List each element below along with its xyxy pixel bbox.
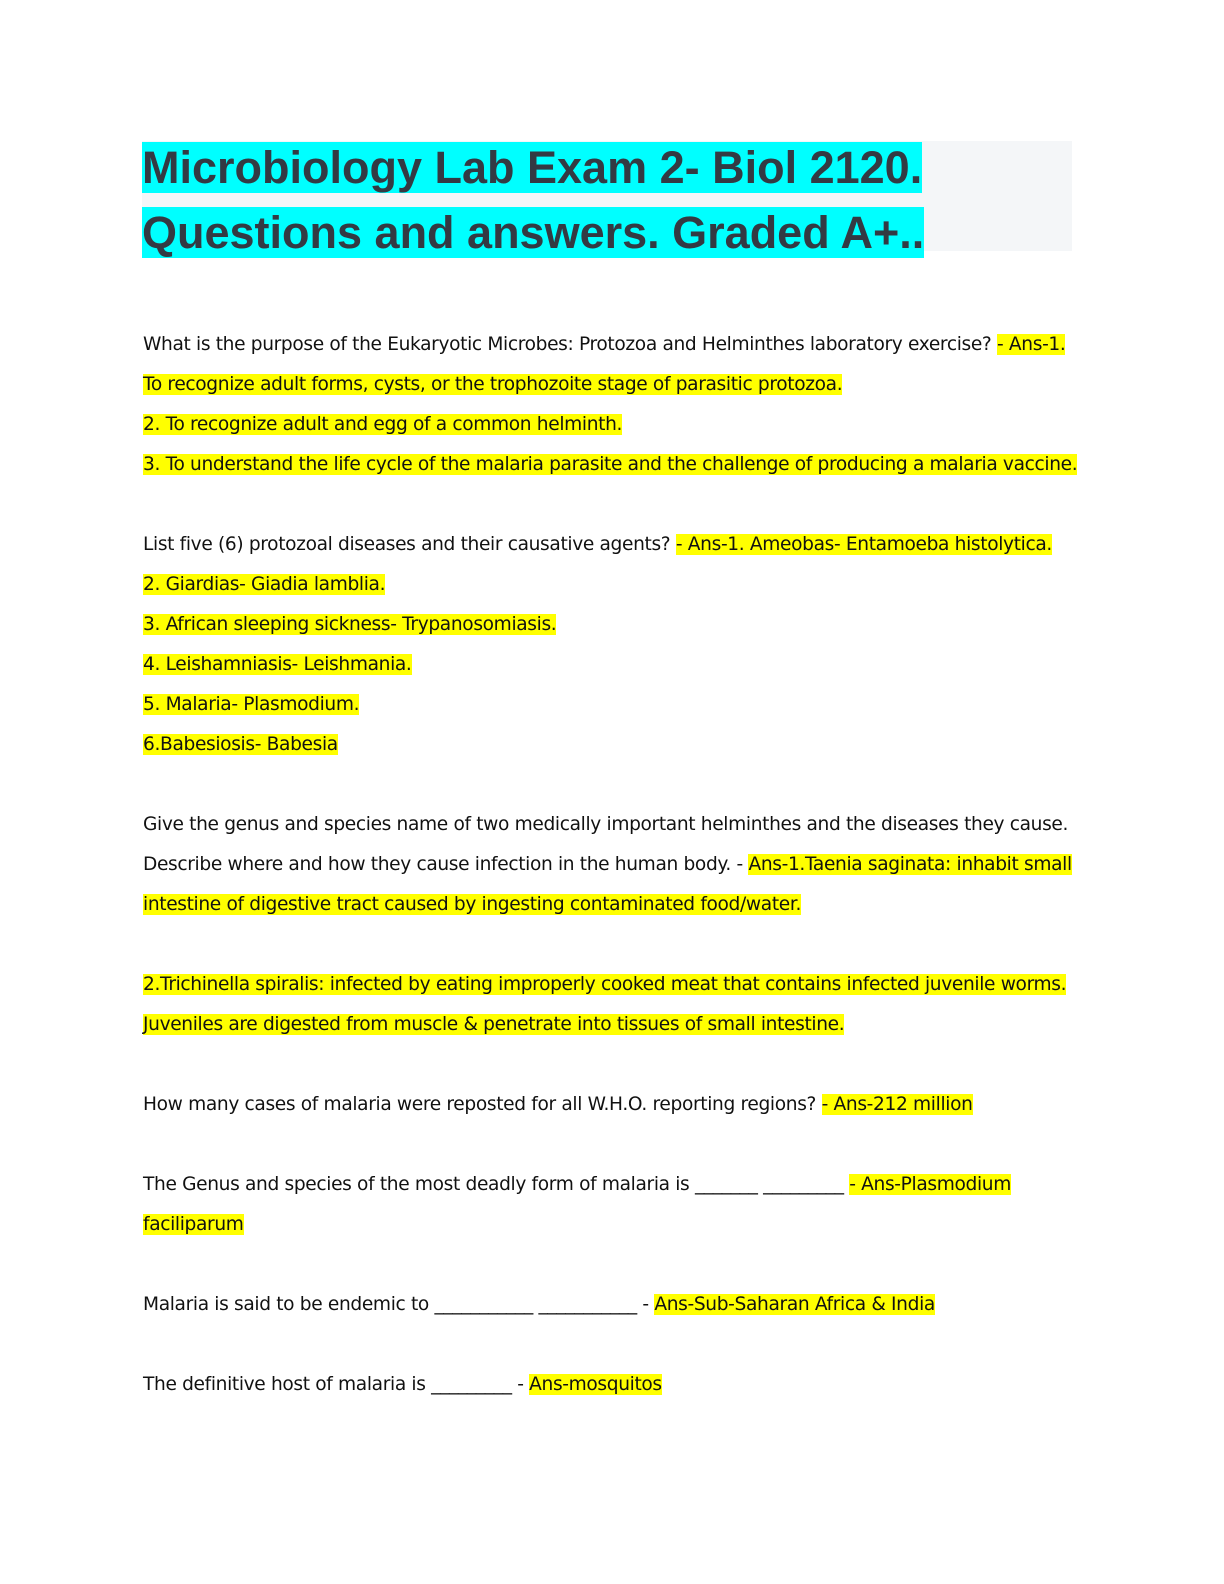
answer-highlight: To recognize adult forms, cysts, or the trophozoite stage of parasitic protozoa. <box>143 374 843 395</box>
qa-item <box>143 1085 1083 1125</box>
text-line <box>143 1165 1083 1205</box>
text-line <box>143 645 1083 685</box>
qa-item <box>143 325 1083 485</box>
title-line-2: Questions and answers. Graded A+.. <box>142 207 925 258</box>
qa-item <box>143 1365 1083 1405</box>
answer-highlight: 3. To understand the life cycle of the malaria parasite and the challenge of producing a malaria vaccine. <box>143 454 1078 475</box>
question-text: The definitive host of malaria is _________ - <box>143 1374 530 1395</box>
answer-highlight: - Ans-1. <box>997 334 1066 355</box>
title-line-1: Microbiology Lab Exam 2- Biol 2120. <box>142 142 923 193</box>
title-block <box>142 141 1072 258</box>
text-line <box>143 1085 1083 1125</box>
text-line <box>143 525 1083 565</box>
qa-item <box>143 1285 1083 1325</box>
text-line <box>143 725 1083 765</box>
qa-item <box>143 805 1083 925</box>
text-line <box>143 965 1083 1005</box>
text-line <box>143 565 1083 605</box>
answer-highlight: - Ans-1. Ameobas- Entamoeba histolytica. <box>675 534 1052 555</box>
answer-highlight: faciliparum <box>143 1214 244 1235</box>
answer-highlight: Ans-mosquitos <box>529 1374 662 1395</box>
question-text: What is the purpose of the Eukaryotic Microbes: Protozoa and Helminthes laboratory exercise? <box>143 334 998 355</box>
text-line <box>143 365 1083 405</box>
question-text: List five (6) protozoal diseases and their causative agents? <box>143 534 676 555</box>
answer-highlight: 3. African sleeping sickness- Trypanosomiasis. <box>143 614 557 635</box>
answer-highlight: intestine of digestive tract caused by ingesting contaminated food/water. <box>143 894 802 915</box>
question-text: Describe where and how they cause infection in the human body. - <box>143 854 749 875</box>
text-line <box>143 845 1083 885</box>
answer-highlight: Ans-Sub-Saharan Africa & India <box>654 1294 935 1315</box>
question-text: The Genus and species of the most deadly form of malaria is _______ _________ <box>143 1174 850 1195</box>
text-line <box>143 1285 1083 1325</box>
text-line <box>143 805 1083 845</box>
text-line <box>143 1365 1083 1405</box>
text-line <box>143 1205 1083 1245</box>
text-line <box>143 885 1083 925</box>
answer-highlight: 2. To recognize adult and egg of a common helminth. <box>143 414 623 435</box>
answer-highlight: 2.Trichinella spiralis: infected by eating improperly cooked meat that contains infected juvenile worms. <box>143 974 1067 995</box>
answer-highlight: 2. Giardias- Giadia lamblia. <box>143 574 386 595</box>
document-title <box>142 141 972 271</box>
answer-highlight: - Ans-Plasmodium <box>849 1174 1011 1195</box>
qa-item <box>143 965 1083 1045</box>
question-text: Give the genus and species name of two medically important helminthes and the diseases they cause. <box>143 814 1069 835</box>
answer-highlight: 6.Babesiosis- Babesia <box>143 734 338 755</box>
qa-list <box>143 325 1083 1445</box>
answer-highlight: - Ans-212 million <box>821 1094 973 1115</box>
answer-highlight: Ans-1.Taenia saginata: inhabit small <box>748 854 1072 875</box>
text-line <box>143 685 1083 725</box>
text-line <box>143 405 1083 445</box>
question-text: Malaria is said to be endemic to ___________ ___________ - <box>143 1294 655 1315</box>
text-line <box>143 325 1083 365</box>
qa-item <box>143 525 1083 765</box>
question-text: How many cases of malaria were reposted for all W.H.O. reporting regions? <box>143 1094 822 1115</box>
text-line <box>143 1005 1083 1045</box>
qa-item <box>143 1165 1083 1245</box>
answer-highlight: Juveniles are digested from muscle & penetrate into tissues of small intestine. <box>143 1014 845 1035</box>
answer-highlight: 5. Malaria- Plasmodium. <box>143 694 360 715</box>
answer-highlight: 4. Leishamniasis- Leishmania. <box>143 654 412 675</box>
text-line <box>143 605 1083 645</box>
text-line <box>143 445 1083 485</box>
